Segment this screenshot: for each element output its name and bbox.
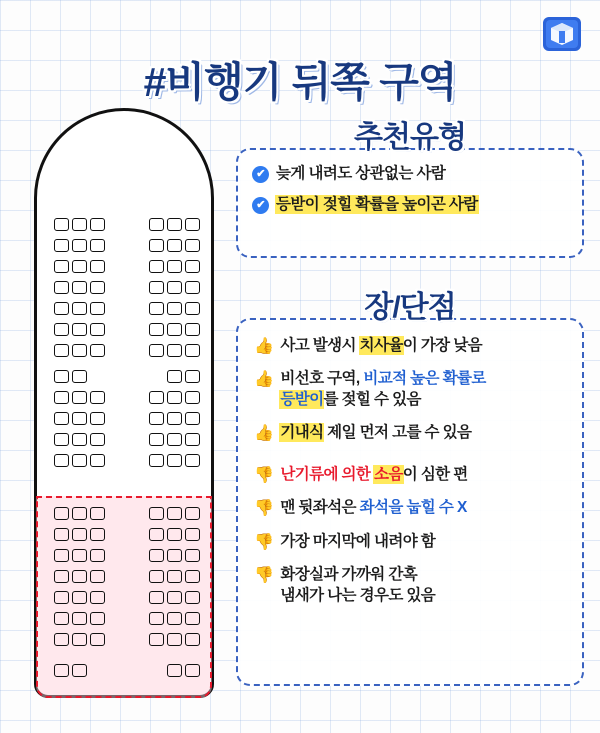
list-item [254,423,572,443]
seat[interactable] [185,370,200,383]
seat[interactable] [167,433,182,446]
list-item-text [280,565,572,606]
recommend-panel [236,148,584,258]
seat[interactable] [167,412,182,425]
seat-group [149,433,200,446]
seat[interactable] [90,612,105,625]
seat[interactable] [54,433,69,446]
list-item [254,565,572,606]
seat[interactable] [167,391,182,404]
list-item-text [280,498,572,518]
seat[interactable] [149,391,164,404]
seat[interactable] [167,528,182,541]
seat-group [54,633,105,646]
seat-group [54,612,105,625]
seat[interactable] [185,633,200,646]
thumb-up-icon: 👍 [254,338,274,355]
seat-row [22,281,232,294]
seat[interactable] [72,412,87,425]
seat-group [149,507,200,520]
seat[interactable] [72,549,87,562]
seat[interactable] [149,323,164,336]
seat-group [149,412,200,425]
seat[interactable] [72,454,87,467]
seat[interactable] [149,528,164,541]
seat-group [54,412,105,425]
seat[interactable] [72,370,87,383]
thumb-down-icon: 👎 [254,567,274,585]
seat[interactable] [149,507,164,520]
seat[interactable] [149,433,164,446]
seat[interactable] [185,664,200,677]
seat[interactable] [54,633,69,646]
seat[interactable] [185,507,200,520]
seat-row [22,612,232,625]
seat-group [149,260,200,273]
text-fragment: 화장실과 가까워 간혹 [280,566,418,584]
text-fragment: 비교적 높은 확률로 [363,370,486,388]
seat-row [22,391,232,404]
seat[interactable] [54,391,69,404]
seat[interactable] [167,549,182,562]
seat-row [22,664,232,677]
seat[interactable] [167,664,182,677]
seat[interactable] [90,281,105,294]
seat[interactable] [72,302,87,315]
seat[interactable] [72,391,87,404]
seat-group [54,391,105,404]
seat[interactable] [54,239,69,252]
seat[interactable] [90,344,105,357]
seat[interactable] [72,633,87,646]
seat[interactable] [149,549,164,562]
seat-row [22,591,232,604]
seat[interactable] [149,281,164,294]
seat[interactable] [167,591,182,604]
seat[interactable] [185,218,200,231]
seat[interactable] [149,454,164,467]
seat[interactable] [90,507,105,520]
text-fragment: 이 심한 편 [402,465,468,483]
seat[interactable] [72,260,87,273]
seat-row [22,370,232,383]
check-circle-icon: ✔ [252,166,269,183]
seat[interactable] [72,591,87,604]
seat-row [22,507,232,520]
list-item-text [280,465,572,485]
seat[interactable] [185,570,200,583]
seat[interactable] [54,344,69,357]
seat[interactable] [72,528,87,541]
seat[interactable] [185,591,200,604]
seat[interactable] [54,370,69,383]
seat-row [22,260,232,273]
seat-row [22,633,232,646]
seat[interactable] [167,454,182,467]
seat-group [149,239,200,252]
seat[interactable] [167,633,182,646]
pros-cons-list [238,320,582,606]
seat-group [149,612,200,625]
list-item [252,195,570,215]
seat-row [22,344,232,357]
thumb-up-icon: 👍 [254,371,274,389]
seat-group [54,454,105,467]
seat-group [167,664,200,677]
seat-group [54,591,105,604]
seat[interactable] [149,570,164,583]
seat-group [54,570,105,583]
seat[interactable] [167,370,182,383]
seat[interactable] [167,612,182,625]
seat-group [167,370,200,383]
seat[interactable] [185,239,200,252]
text-fragment: 기내식 [280,424,324,442]
seat[interactable] [72,433,87,446]
seat[interactable] [54,549,69,562]
seat[interactable] [90,454,105,467]
seat-row [22,570,232,583]
seat[interactable] [185,391,200,404]
text-fragment: 가장 마지막에 내려야 함 [280,532,436,550]
seat-row [22,549,232,562]
seat[interactable] [185,433,200,446]
seat[interactable] [185,260,200,273]
seat-row [22,239,232,252]
seat-group [149,323,200,336]
seat[interactable] [149,260,164,273]
seat[interactable] [90,412,105,425]
seat-group [149,302,200,315]
page-title: #비행기 뒤쪽 구역 [143,59,457,106]
seat[interactable] [167,218,182,231]
seat[interactable] [72,570,87,583]
text-fragment: 등받이 젖힐 확률을 높이곤 사람 [276,196,478,214]
list-item-text [280,336,572,356]
seat[interactable] [54,454,69,467]
seat[interactable] [149,218,164,231]
seat-group [54,528,105,541]
thumb-down-icon: 👎 [254,533,274,551]
text-fragment: 이 가장 낮음 [402,337,483,354]
seat[interactable] [167,570,182,583]
list-item [254,369,572,410]
seat-group [149,633,200,646]
seat[interactable] [185,281,200,294]
airplane-seat-map [22,108,232,708]
seat-group [54,370,87,383]
seat-group [149,591,200,604]
seat[interactable] [54,260,69,273]
seat-group [149,391,200,404]
seat[interactable] [54,323,69,336]
seat[interactable] [72,239,87,252]
seat[interactable] [90,391,105,404]
seat[interactable] [54,302,69,315]
seat-group [54,260,105,273]
seat-group [149,281,200,294]
seat[interactable] [90,570,105,583]
text-fragment: 제일 먼저 고를 수 있음 [323,424,472,442]
seat-group [54,664,87,677]
brand-cube-logo [542,12,582,56]
recommend-list [238,150,582,216]
seat[interactable] [167,260,182,273]
seat-group [54,507,105,520]
seat[interactable] [90,549,105,562]
seat-group [149,528,200,541]
text-fragment: 소음 [373,465,403,483]
recommend-heading: 추천유형 [354,121,466,154]
seat[interactable] [90,323,105,336]
seat[interactable] [90,433,105,446]
seat[interactable] [54,218,69,231]
seat-group [54,323,105,336]
list-item [254,532,572,552]
seat[interactable] [54,664,69,677]
seat[interactable] [54,412,69,425]
list-item [254,336,572,356]
seat[interactable] [90,302,105,315]
seat[interactable] [54,570,69,583]
text-fragment: 치사율 [359,337,403,354]
seat[interactable] [149,591,164,604]
seat[interactable] [72,218,87,231]
seat[interactable] [167,281,182,294]
list-item-text [280,369,572,410]
seat[interactable] [149,612,164,625]
seat[interactable] [54,507,69,520]
seat[interactable] [185,344,200,357]
list-item-text [276,195,570,215]
seat[interactable] [72,281,87,294]
thumb-up-icon: 👍 [254,425,274,443]
seat[interactable] [90,528,105,541]
seat[interactable] [90,260,105,273]
seat[interactable] [185,612,200,625]
seat[interactable] [90,239,105,252]
text-fragment: 등받이 [280,390,324,408]
seat[interactable] [167,344,182,357]
pros-cons-panel [236,318,584,686]
check-circle-icon: ✔ [252,197,269,214]
text-fragment: 비선호 구역, [280,370,364,388]
pros-cons-heading: 장/단점 [364,291,456,324]
seat[interactable] [185,528,200,541]
seat-group [54,433,105,446]
seat-group [149,344,200,357]
text-fragment: 맨 뒷좌석은 [280,499,360,517]
text-fragment: 늦게 내려도 상관없는 사람 [276,165,446,182]
seat[interactable] [167,239,182,252]
seat[interactable] [185,412,200,425]
seat-group [54,281,105,294]
seat[interactable] [72,612,87,625]
text-fragment: 사고 발생시 [280,337,360,354]
seat[interactable] [167,302,182,315]
seat-row [22,454,232,467]
thumb-down-icon: 👎 [254,500,274,518]
seat[interactable] [149,412,164,425]
seat[interactable] [185,549,200,562]
seat[interactable] [54,281,69,294]
seat[interactable] [90,218,105,231]
seat-group [149,570,200,583]
seat[interactable] [149,302,164,315]
seat[interactable] [149,239,164,252]
seat-row [22,412,232,425]
seat-group [149,218,200,231]
seat[interactable] [72,344,87,357]
seat[interactable] [185,454,200,467]
seat[interactable] [149,633,164,646]
seat[interactable] [149,344,164,357]
list-item [254,498,572,518]
text-fragment: 좌석을 눕힐 수 X [359,499,467,517]
seat-row [22,528,232,541]
text-fragment: 를 젖힐 수 있음 [323,390,421,408]
seat[interactable] [72,507,87,520]
seat-group [54,239,105,252]
seat-group [54,302,105,315]
seat[interactable] [54,528,69,541]
seat[interactable] [185,302,200,315]
seat[interactable] [167,323,182,336]
seat-group [54,549,105,562]
seat[interactable] [90,633,105,646]
thumb-down-icon: 👎 [254,466,274,484]
seat[interactable] [167,507,182,520]
seat-group [54,218,105,231]
text-fragment: 냄새가 나는 경우도 있음 [280,586,436,604]
list-item-text [276,164,570,184]
list-item [252,164,570,184]
seat-row [22,323,232,336]
seat[interactable] [185,323,200,336]
list-item-text [280,532,572,552]
seat[interactable] [54,612,69,625]
seat-row [22,218,232,231]
text-fragment: 난기류에 의한 [280,465,374,483]
seat-group [149,549,200,562]
seat[interactable] [54,591,69,604]
seat[interactable] [90,591,105,604]
seat[interactable] [72,664,87,677]
list-item-text [280,423,572,443]
list-item [254,465,572,485]
seat[interactable] [72,323,87,336]
seat-row [22,433,232,446]
seat-row [22,302,232,315]
seat-group [54,344,105,357]
seat-group [149,454,200,467]
